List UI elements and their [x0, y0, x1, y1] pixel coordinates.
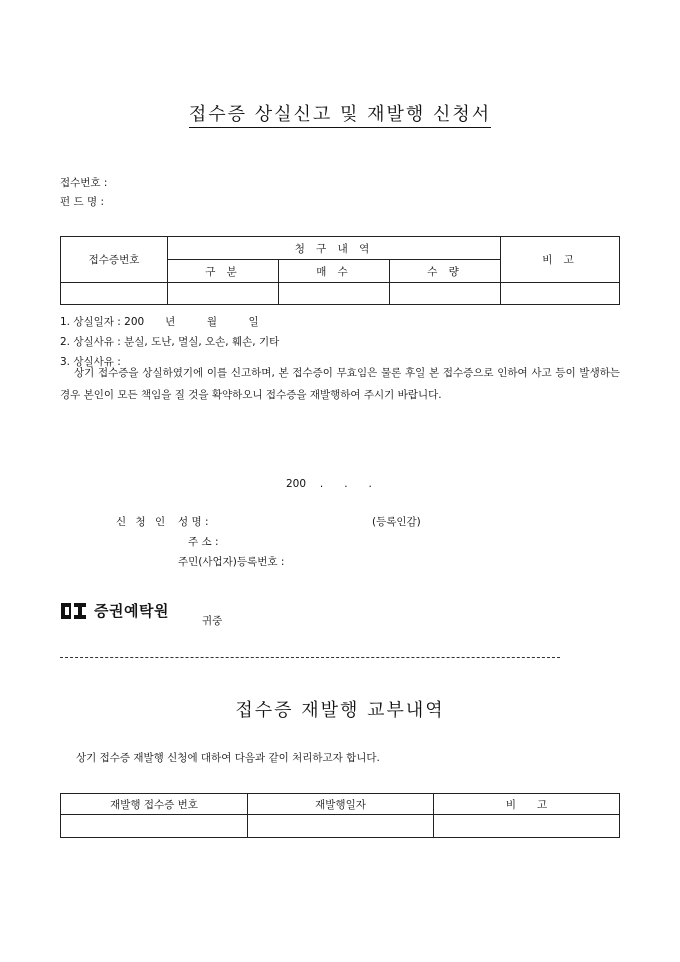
category-cell[interactable] [168, 283, 279, 305]
addressee: 귀중 [202, 615, 223, 627]
document-title: 접수증 상실신고 및 재발행 신청서 [0, 100, 680, 126]
receipt-no-header: 접수증번호 [61, 237, 168, 283]
reissue-remarks-cell[interactable] [434, 815, 620, 838]
reissue-date-cell[interactable] [248, 815, 434, 838]
quantity-header: 수 량 [390, 260, 501, 283]
address-label: 주 소 : [188, 536, 219, 548]
reissue-no-header: 재발행 접수증 번호 [61, 794, 248, 815]
loss-reason-item: 2. 상실사유 : 분실, 도난, 멸실, 오손, 훼손, 기타 [60, 336, 280, 348]
org-logo [60, 600, 169, 621]
count-header: 매 수 [279, 260, 390, 283]
claim-header: 청 구 내 역 [168, 237, 501, 260]
applicant-label: 신 청 인 [116, 516, 169, 528]
fund-name-label: 펀 드 명 : [60, 196, 104, 208]
name-label: 성 명 : [178, 516, 209, 528]
loss-reason-detail-item: 3. 상실사유 : [60, 356, 121, 368]
reissue-date-header: 재발행일자 [248, 794, 434, 815]
reissue-no-cell[interactable] [61, 815, 248, 838]
remarks-cell[interactable] [501, 283, 620, 305]
loss-date-item: 1. 상실일자 : 200 년 월 일 [60, 316, 259, 328]
claim-table [60, 236, 620, 305]
statement-text: 상기 접수증을 상실하였기에 이를 신고하며, 본 접수증이 무효임은 물론 후일 본 접수증으로 인하여 사고 등이 발생하는 경우 본인이 모든 책임을 질 것을 확약하오니 접수증을 재발행하여 주시기 바랍니다. [60, 367, 620, 401]
category-header: 구 분 [168, 260, 279, 283]
count-cell[interactable] [279, 283, 390, 305]
remarks-header: 비 고 [501, 237, 620, 283]
org-logo-icon [60, 601, 88, 621]
quantity-cell[interactable] [390, 283, 501, 305]
receipt-no-label: 접수번호 : [60, 177, 108, 189]
section2-text: 상기 접수증 재발행 신청에 대하여 다음과 같이 처리하고자 합니다. [76, 752, 380, 764]
reissue-table [60, 793, 620, 838]
section2-title: 접수증 재발행 교부내역 [235, 700, 445, 721]
receipt-no-cell[interactable] [61, 283, 168, 305]
reissue-remarks-header: 비 고 [434, 794, 620, 815]
cut-line [60, 657, 560, 658]
seal-note: (등록인감) [372, 516, 421, 528]
id-number-label: 주민(사업자)등록번호 : [178, 556, 285, 568]
org-name: 증권예탁원 [94, 602, 169, 620]
date-line: 200 . . . [286, 478, 372, 490]
